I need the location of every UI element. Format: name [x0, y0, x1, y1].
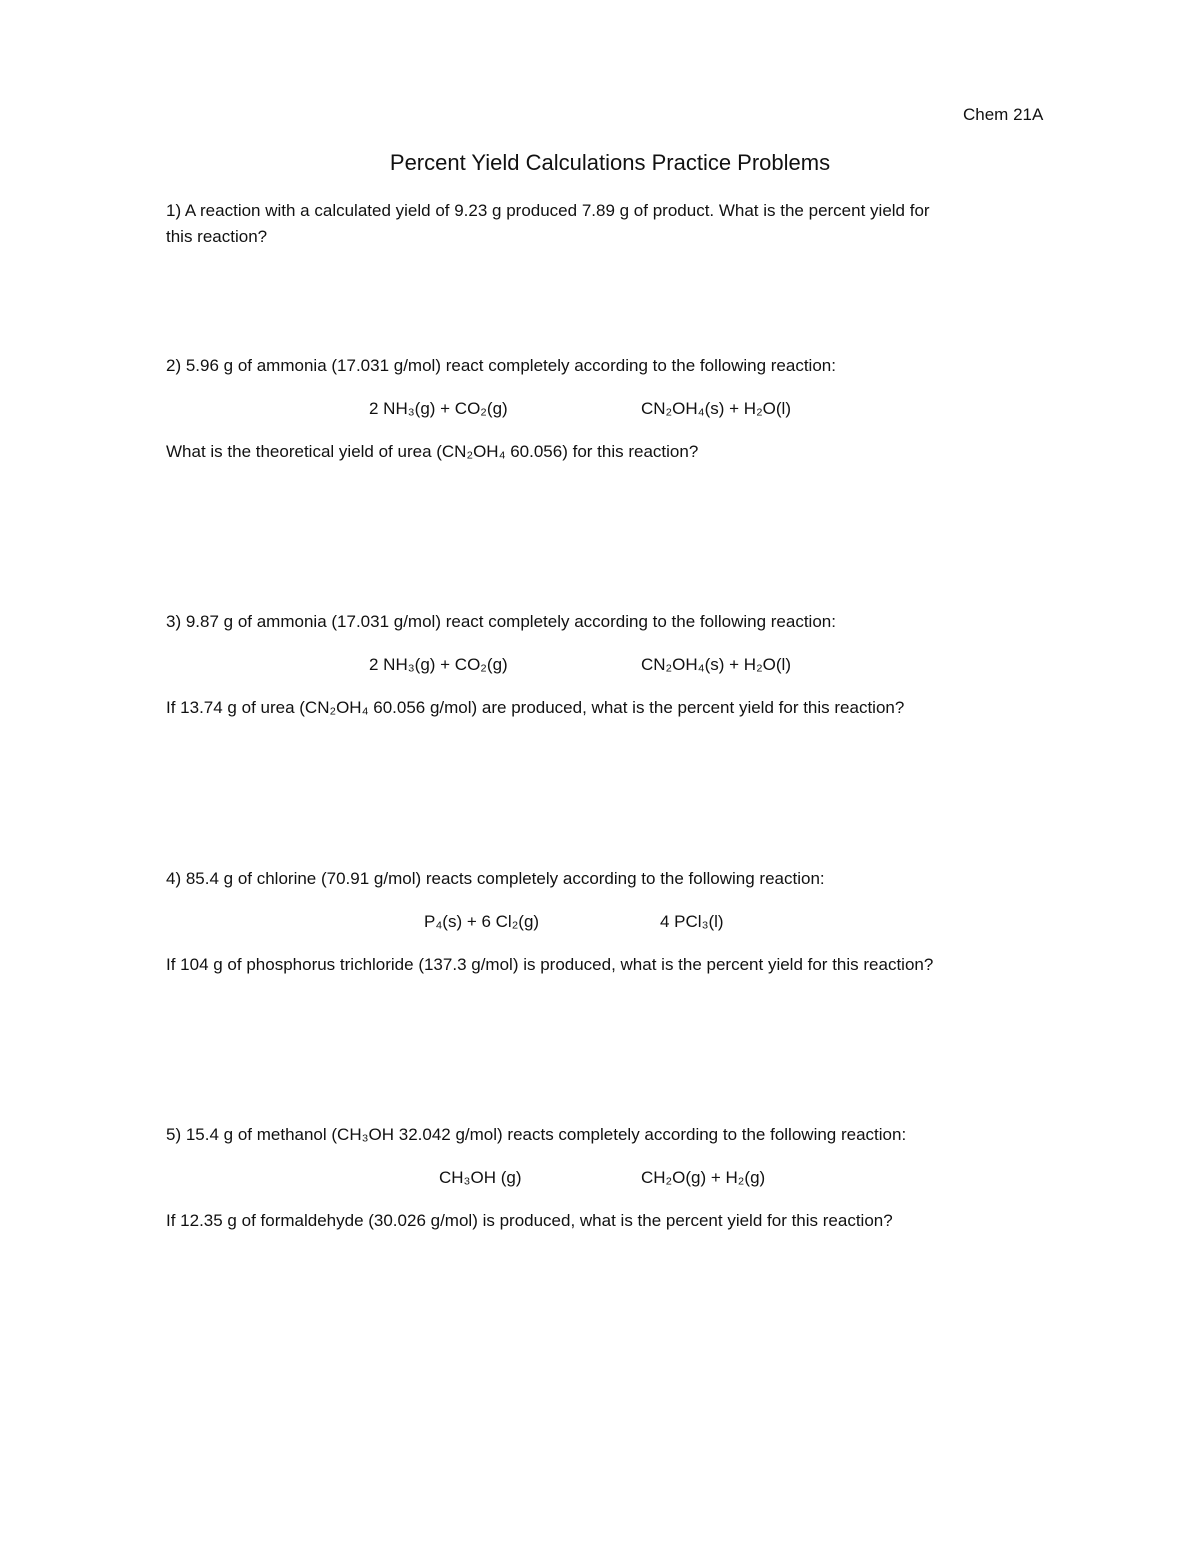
- problem-1-text-line-1: 1) A reaction with a calculated yield of 9.23 g produced 7.89 g of product. What is the percent yield for: [166, 201, 930, 220]
- problem-5-statement: 5) 15.4 g of methanol (CH₃OH 32.042 g/mol) reacts completely according to the following reaction:: [166, 1125, 907, 1144]
- problem-4-question: If 104 g of phosphorus trichloride (137.3 g/mol) is produced, what is the percent yield for this reaction?: [166, 955, 934, 974]
- course-label: Chem 21A: [963, 105, 1044, 124]
- problem-5-reactants: CH₃OH (g): [439, 1168, 522, 1187]
- problem-2-products: CN₂OH₄(s) + H₂O(l): [641, 399, 791, 418]
- problem-4-products: 4 PCl₃(l): [660, 912, 724, 931]
- problem-2-reactants: 2 NH₃(g) + CO₂(g): [369, 399, 508, 418]
- problem-3-products: CN₂OH₄(s) + H₂O(l): [641, 655, 791, 674]
- problem-2-question: What is the theoretical yield of urea (CN₂OH₄ 60.056) for this reaction?: [166, 442, 699, 461]
- page-title: Percent Yield Calculations Practice Problems: [389, 150, 831, 175]
- problem-1-text-line-2: this reaction?: [166, 227, 268, 246]
- problem-5-products: CH₂O(g) + H₂(g): [641, 1168, 766, 1187]
- problem-2-statement: 2) 5.96 g of ammonia (17.031 g/mol) react completely according to the following reaction:: [166, 356, 836, 375]
- problem-3-question: If 13.74 g of urea (CN₂OH₄ 60.056 g/mol) are produced, what is the percent yield for this reaction?: [166, 698, 905, 717]
- problem-3-statement: 3) 9.87 g of ammonia (17.031 g/mol) react completely according to the following reaction:: [166, 612, 836, 631]
- problem-4-reactants: P₄(s) + 6 Cl₂(g): [424, 912, 540, 931]
- problem-4-statement: 4) 85.4 g of chlorine (70.91 g/mol) reacts completely according to the following reaction:: [166, 869, 825, 888]
- problem-5-question: If 12.35 g of formaldehyde (30.026 g/mol) is produced, what is the percent yield for this reaction?: [166, 1211, 893, 1230]
- problem-3-reactants: 2 NH₃(g) + CO₂(g): [369, 655, 508, 674]
